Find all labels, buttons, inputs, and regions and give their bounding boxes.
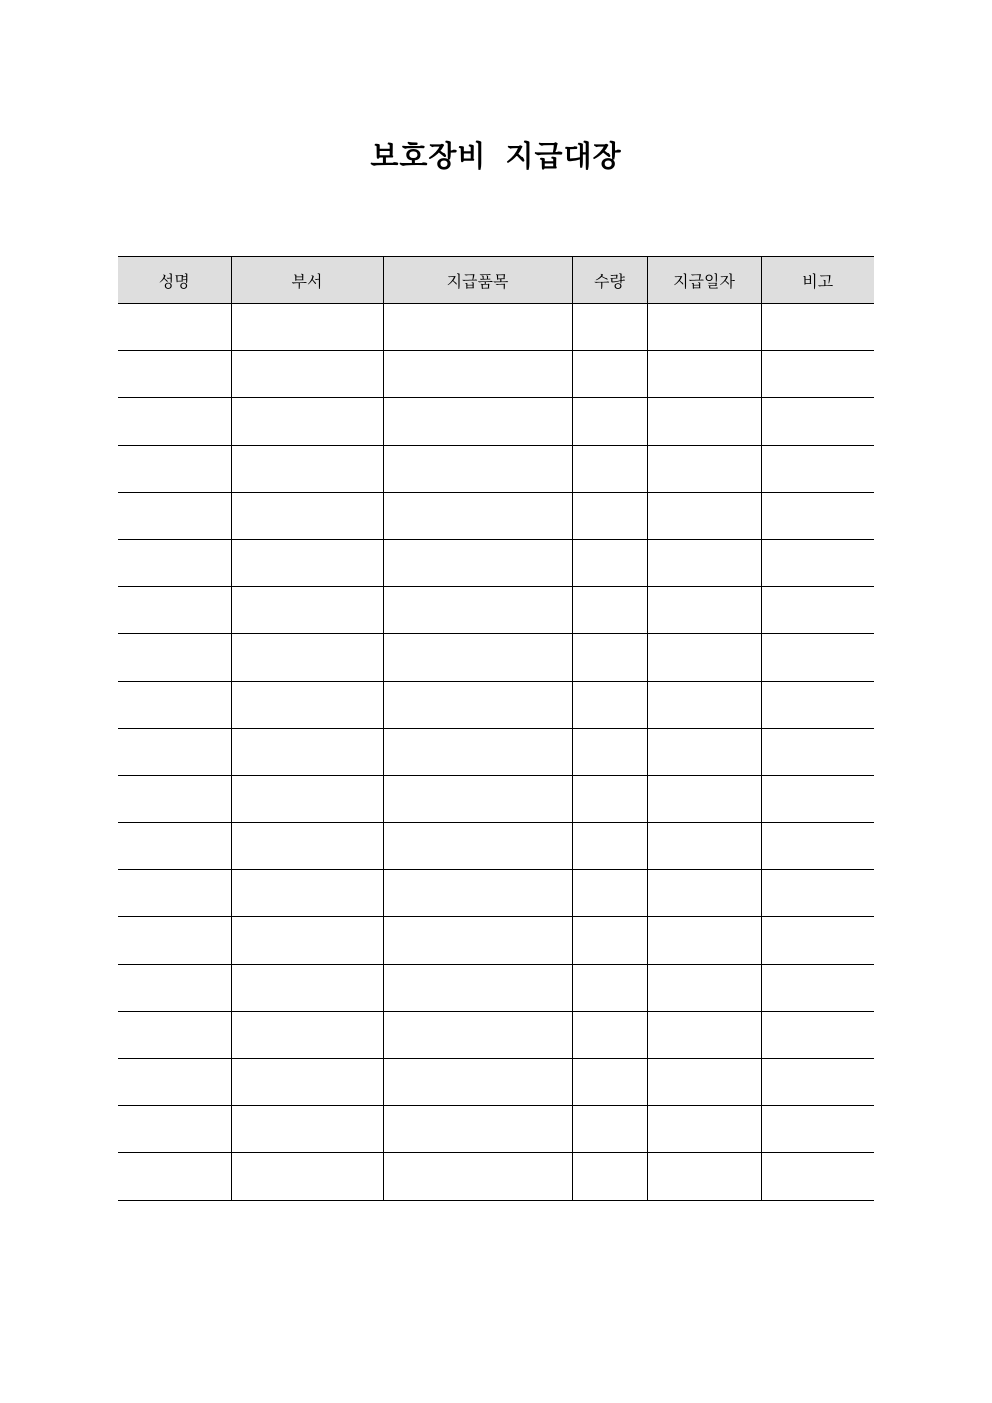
item-cell [383,681,572,728]
remarks-cell [761,1011,874,1058]
remarks-cell [761,823,874,870]
department-cell [231,351,383,398]
item-cell [383,587,572,634]
issue-date-cell [647,587,761,634]
table-body [118,304,874,1201]
issue-date-cell [647,445,761,492]
department-cell [231,492,383,539]
remarks-cell [761,587,874,634]
quantity-cell [572,823,647,870]
issue-date-cell [647,1011,761,1058]
remarks-cell [761,728,874,775]
remarks-cell [761,539,874,586]
name-cell [118,304,231,351]
quantity-cell [572,1153,647,1200]
item-cell [383,1106,572,1153]
name-cell [118,398,231,445]
item-cell [383,1153,572,1200]
issue-ledger-table [118,256,874,1201]
issue-date-cell [647,1106,761,1153]
issue-date-cell [647,917,761,964]
item-cell [383,870,572,917]
quantity-cell [572,1059,647,1106]
department-cell [231,587,383,634]
name-cell [118,870,231,917]
quantity-cell [572,587,647,634]
issue-date-cell [647,775,761,822]
item-cell [383,728,572,775]
department-cell [231,634,383,681]
column-header-remarks: 비고 [761,257,874,304]
department-cell [231,964,383,1011]
table-row [118,870,874,917]
table-row [118,1106,874,1153]
table-row [118,304,874,351]
issue-date-cell [647,964,761,1011]
name-cell [118,351,231,398]
issue-date-cell [647,823,761,870]
remarks-cell [761,445,874,492]
remarks-cell [761,398,874,445]
quantity-cell [572,681,647,728]
column-header-issue-date: 지급일자 [647,257,761,304]
column-header-quantity: 수량 [572,257,647,304]
name-cell [118,445,231,492]
quantity-cell [572,728,647,775]
quantity-cell [572,917,647,964]
name-cell [118,539,231,586]
department-cell [231,870,383,917]
issue-date-cell [647,398,761,445]
issue-date-cell [647,728,761,775]
issue-date-cell [647,1059,761,1106]
name-cell [118,728,231,775]
table-header-row [118,257,874,304]
item-cell [383,492,572,539]
table-row [118,634,874,681]
department-cell [231,728,383,775]
item-cell [383,823,572,870]
item-cell [383,351,572,398]
name-cell [118,775,231,822]
department-cell [231,539,383,586]
name-cell [118,587,231,634]
item-cell [383,964,572,1011]
table-row [118,587,874,634]
issue-date-cell [647,681,761,728]
name-cell [118,681,231,728]
column-header-name: 성명 [118,257,231,304]
quantity-cell [572,539,647,586]
table-row [118,398,874,445]
issue-date-cell [647,351,761,398]
name-cell [118,634,231,681]
item-cell [383,304,572,351]
column-header-department: 부서 [231,257,383,304]
item-cell [383,917,572,964]
table-row [118,539,874,586]
remarks-cell [761,917,874,964]
issue-date-cell [647,304,761,351]
department-cell [231,823,383,870]
department-cell [231,1011,383,1058]
table-row [118,823,874,870]
issue-date-cell [647,870,761,917]
department-cell [231,1059,383,1106]
item-cell [383,445,572,492]
quantity-cell [572,1011,647,1058]
table-row [118,775,874,822]
name-cell [118,1106,231,1153]
department-cell [231,398,383,445]
quantity-cell [572,304,647,351]
table-row [118,351,874,398]
quantity-cell [572,445,647,492]
table-row [118,1153,874,1200]
remarks-cell [761,1059,874,1106]
item-cell [383,775,572,822]
remarks-cell [761,775,874,822]
department-cell [231,304,383,351]
item-cell [383,634,572,681]
name-cell [118,492,231,539]
table-row [118,1059,874,1106]
table-row [118,1011,874,1058]
quantity-cell [572,634,647,681]
page-title: 보호장비 지급대장 [370,139,622,173]
remarks-cell [761,634,874,681]
issue-date-cell [647,634,761,681]
remarks-cell [761,870,874,917]
table-row [118,681,874,728]
remarks-cell [761,1106,874,1153]
item-cell [383,1011,572,1058]
name-cell [118,823,231,870]
quantity-cell [572,492,647,539]
item-cell [383,398,572,445]
table-row [118,445,874,492]
department-cell [231,1153,383,1200]
department-cell [231,1106,383,1153]
quantity-cell [572,351,647,398]
issue-date-cell [647,1153,761,1200]
department-cell [231,775,383,822]
quantity-cell [572,775,647,822]
quantity-cell [572,1106,647,1153]
item-cell [383,539,572,586]
table-row [118,917,874,964]
name-cell [118,1059,231,1106]
name-cell [118,964,231,1011]
table-row [118,492,874,539]
table-row [118,728,874,775]
remarks-cell [761,1153,874,1200]
quantity-cell [572,398,647,445]
name-cell [118,1011,231,1058]
issue-date-cell [647,492,761,539]
department-cell [231,917,383,964]
issue-date-cell [647,539,761,586]
name-cell [118,1153,231,1200]
department-cell [231,681,383,728]
remarks-cell [761,304,874,351]
column-header-item: 지급품목 [383,257,572,304]
remarks-cell [761,964,874,1011]
remarks-cell [761,681,874,728]
quantity-cell [572,870,647,917]
name-cell [118,917,231,964]
quantity-cell [572,964,647,1011]
remarks-cell [761,492,874,539]
department-cell [231,445,383,492]
item-cell [383,1059,572,1106]
table-row [118,964,874,1011]
remarks-cell [761,351,874,398]
